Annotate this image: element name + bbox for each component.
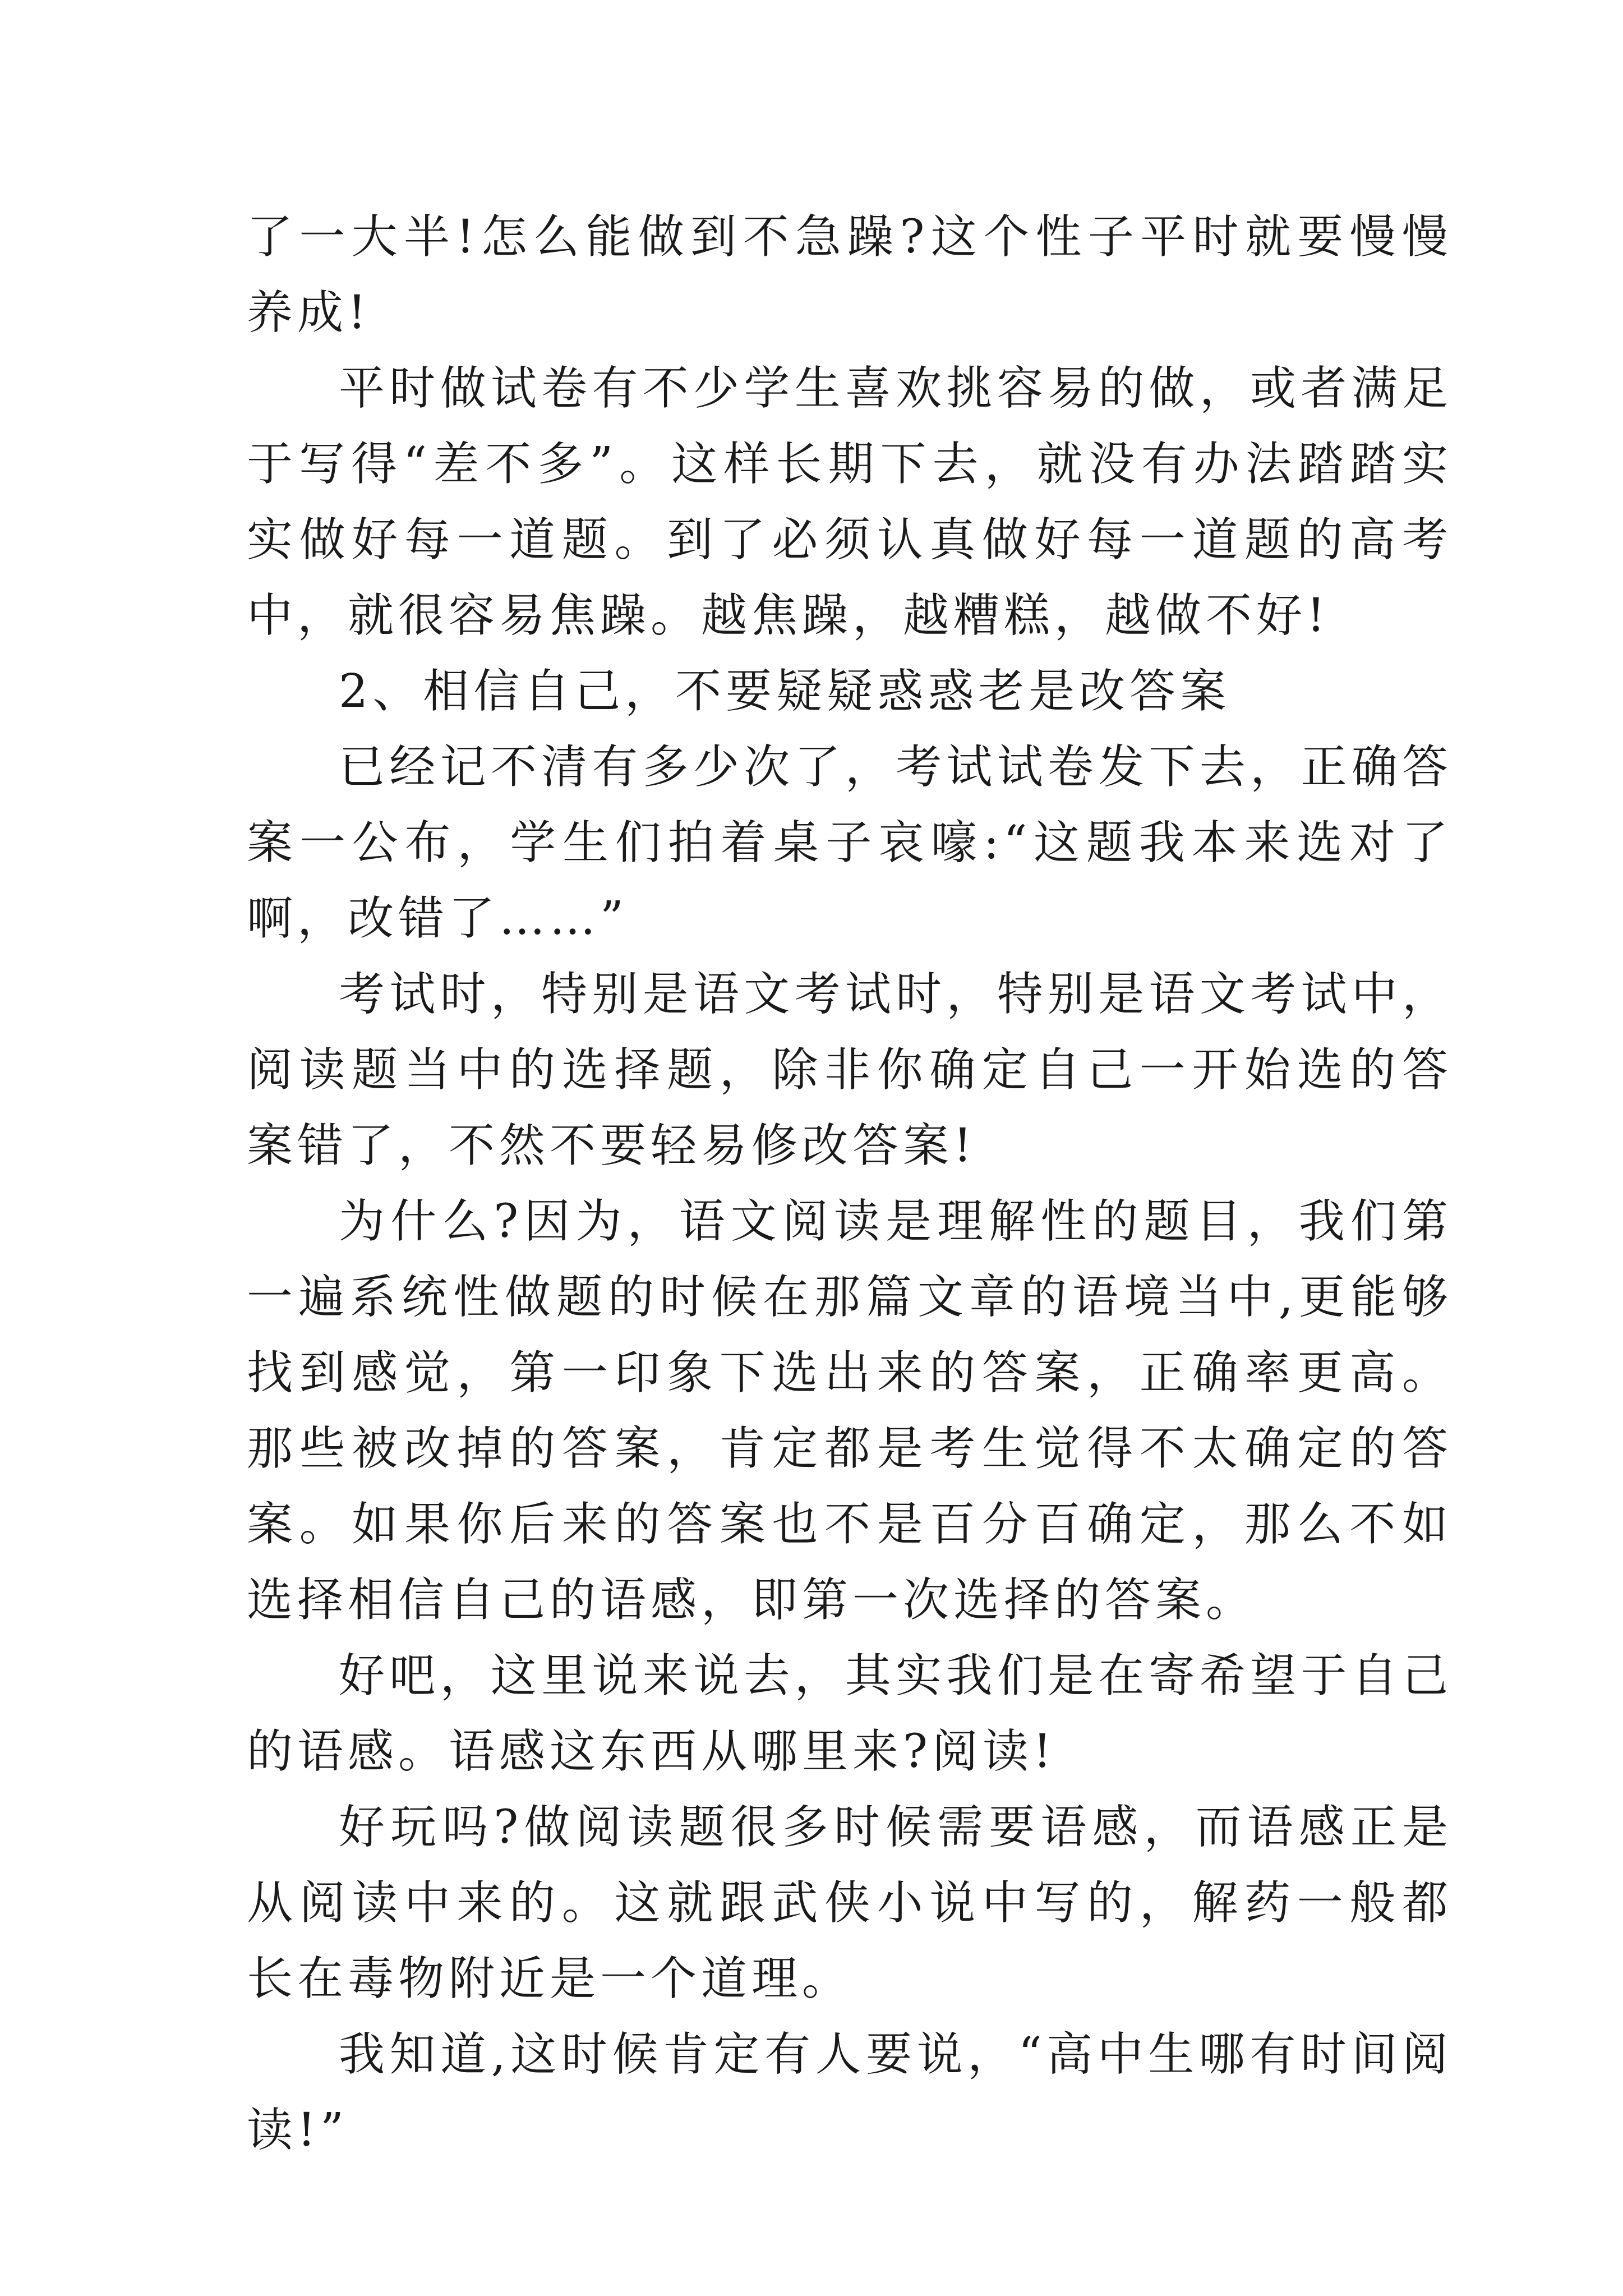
- paragraph-continuation: 了一大半!怎么能做到不急躁?这个性子平时就要慢慢养成!: [247, 210, 1453, 339]
- body-text: [247, 199, 1453, 2168]
- paragraph-language-sense: 好吧，这里说来说去，其实我们是在寄希望于自己的语感。语感这东西从哪里来?阅读!: [247, 1649, 1453, 1778]
- paragraph-changed-answers: 已经记不清有多少次了，考试试卷发下去，正确答案一公布，学生们拍着桌子哀嚎:“这题我本来选对了啊，改错了……”: [247, 740, 1453, 945]
- paragraph-reading-choice: 考试时，特别是语文考试时，特别是语文考试中，阅读题当中的选择题，除非你确定自己一开始选的答案错了，不然不要轻易修改答案!: [247, 968, 1453, 1172]
- paragraph-no-time: 我知道,这时候肯定有人要说，“高中生哪有时间阅读!”: [247, 2028, 1453, 2157]
- paragraph-antidote-analogy: 好玩吗?做阅读题很多时候需要语感，而语感正是从阅读中来的。这就跟武侠小说中写的，解药一般都长在毒物附近是一个道理。: [247, 1801, 1453, 2005]
- section-heading-trust-yourself: 2、相信自己，不要疑疑惑惑老是改答案: [339, 665, 1231, 718]
- paragraph-why: 为什么?因为，语文阅读是理解性的题目，我们第一遍系统性做题的时候在那篇文章的语境当中,更能够找到感觉，第一印象下选出来的答案，正确率更高。那些被改掉的答案，肯定都是考生觉得不太确定的答案。如果你后来的答案也不是百分百确定，那么不如选择相信自己的语感，即第一次选择的答案。: [247, 1195, 1453, 1627]
- paragraph-habit: 平时做试卷有不少学生喜欢挑容易的做，或者满足于写得“差不多”。这样长期下去，就没有办法踏踏实实做好每一道题。到了必须认真做好每一道题的高考中，就很容易焦躁。越焦躁，越糟糕，越做不好!: [247, 362, 1453, 642]
